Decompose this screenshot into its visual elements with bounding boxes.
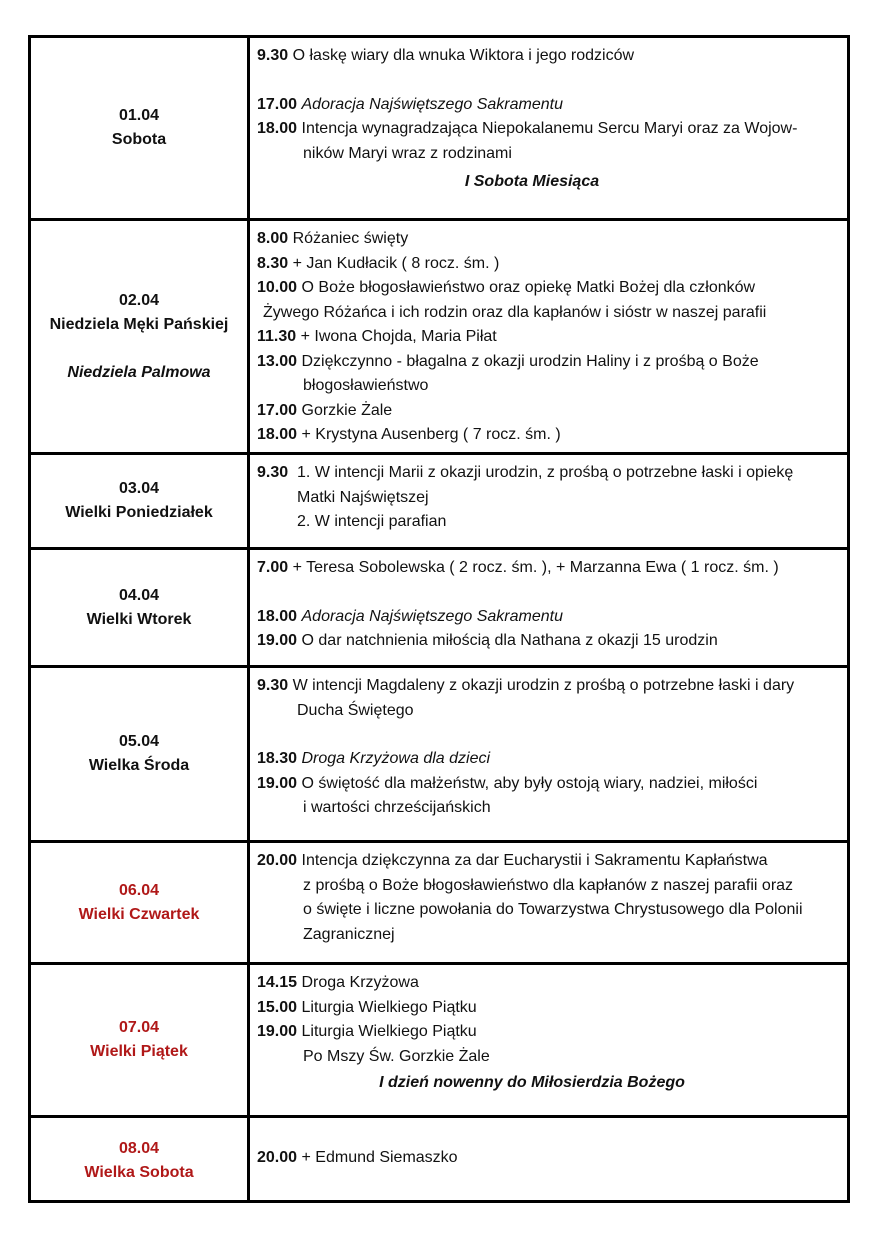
intention-line: [257, 1020, 847, 1045]
intention-time: 9.30: [257, 47, 289, 64]
intention-line: [257, 276, 847, 301]
day-cell: [31, 965, 250, 1115]
day-row: [31, 38, 847, 218]
day-row: [31, 962, 847, 1115]
intention-continuation: o święte i liczne powołania do Towarzystwa Chrystusowego dla Polonii: [303, 901, 803, 918]
intention-time: 15.00: [257, 998, 298, 1016]
day-row: [31, 452, 847, 547]
intention-text: O łaskę wiary dla wnuka Wiktora i jego rodziców: [292, 47, 635, 64]
intention-text: O Boże błogosławieństwo oraz opiekę Matki Bożej dla członków: [301, 279, 756, 296]
intention-time: 18.00: [257, 120, 298, 137]
day-name: Wielki Czwartek: [78, 905, 200, 923]
day-date: 03.04: [118, 480, 160, 497]
day-date: 07.04: [118, 1019, 160, 1036]
intention-time: 10.00: [257, 279, 298, 296]
intention-time: 19.00: [257, 1023, 298, 1040]
intention-time: 18.00: [257, 426, 298, 443]
intention-text: Intencja dziękczynna za dar Eucharystii i Sakramentu Kapłaństwa: [301, 852, 768, 869]
intention-line: [257, 1146, 847, 1171]
intention-time: 17.00: [257, 401, 298, 419]
intention-line: [257, 117, 847, 142]
intentions-cell: [250, 965, 847, 1115]
intention-continuation: Po Mszy Św. Gorzkie Żale: [303, 1047, 490, 1065]
intention-continuation: Zagranicznej: [303, 925, 395, 943]
intention-continuation: 2. W intencji parafian: [297, 513, 447, 530]
intentions-cell: [250, 38, 847, 218]
intention-line: [257, 252, 847, 277]
intention-text: + Edmund Siemaszko: [301, 1149, 458, 1166]
day-name: Wielki Wtorek: [86, 610, 192, 628]
intentions-cell: [250, 221, 847, 452]
day-cell: [31, 668, 250, 840]
intention-time: 18.00: [257, 607, 298, 625]
intention-text: Intencja wynagradzająca Niepokalanemu Sercu Maryi oraz za Wojow-: [301, 120, 798, 137]
intention-continuation: z prośbą o Boże błogosławieństwo dla kapłanów z naszej parafii oraz: [303, 876, 794, 894]
day-closing-note: I dzień nowenny do Miłosierdzia Bożego: [379, 1074, 685, 1091]
intention-line: [257, 399, 847, 424]
intention-continuation: błogosławieństwo: [303, 377, 429, 394]
day-cell: [31, 221, 250, 452]
intention-time: 19.00: [257, 774, 298, 792]
intentions-cell: [250, 668, 847, 840]
intention-line: [257, 971, 847, 996]
intention-time: 17.00: [257, 95, 298, 113]
intention-text: + Krystyna Ausenberg ( 7 rocz. śm. ): [301, 426, 561, 443]
intention-text: + Teresa Sobolewska ( 2 rocz. śm. ), + Marzanna Ewa ( 1 rocz. śm. ): [292, 559, 779, 576]
intention-line: [257, 325, 847, 350]
intention-text: O świętość dla małżeństw, aby były ostoją wiary, nadziei, miłości: [301, 774, 758, 792]
intention-line: [257, 747, 847, 772]
intention-text: 1. W intencji Marii z okazji urodzin, z prośbą o potrzebne łaski i opiekę: [297, 464, 794, 481]
intention-time: 8.30: [257, 254, 289, 272]
intention-continuation: i wartości chrześcijańskich: [303, 799, 491, 816]
intention-continuation: Żywego Różańca i ich rodzin oraz dla kapłanów i sióstr w naszej parafii: [263, 303, 767, 321]
day-subnote: Niedziela Palmowa: [67, 363, 211, 381]
intention-line: [257, 44, 847, 69]
intention-text: O dar natchnienia miłością dla Nathana z okazji 15 urodzin: [301, 632, 718, 649]
intention-text: Różaniec święty: [292, 230, 409, 247]
intention-line: [257, 461, 847, 486]
intention-line: [257, 772, 847, 797]
intention-time: 9.30: [257, 464, 289, 481]
day-date: 04.04: [118, 586, 160, 604]
intention-time: 13.00: [257, 352, 298, 370]
intention-continuation: Matki Najświętszej: [297, 488, 429, 506]
intention-line: [257, 605, 847, 630]
day-date: 01.04: [118, 107, 160, 124]
intention-time: 9.30: [257, 677, 289, 694]
day-name: Niedziela Męki Pańskiej: [49, 315, 229, 333]
intention-time: 8.00: [257, 230, 289, 247]
day-cell: [31, 843, 250, 962]
intention-text: Adoracja Najświętszego Sakramentu: [301, 95, 563, 113]
intentions-cell: [250, 843, 847, 962]
day-row: [31, 547, 847, 665]
intention-text: Droga Krzyżowa dla dzieci: [301, 750, 491, 767]
intention-line: [257, 629, 847, 654]
day-cell: [31, 1118, 250, 1203]
intention-line: [257, 556, 847, 581]
day-row: [31, 218, 847, 452]
day-cell: [31, 455, 250, 547]
intention-text: Adoracja Najświętszego Sakramentu: [301, 607, 563, 625]
day-date: 06.04: [118, 881, 160, 899]
day-cell: [31, 38, 250, 218]
day-name: Wielki Piątek: [90, 1043, 188, 1060]
intention-time: 11.30: [257, 328, 297, 345]
day-name: Sobota: [111, 131, 167, 148]
intentions-cell: [250, 550, 847, 665]
day-row: [31, 665, 847, 840]
intention-line: [257, 996, 847, 1021]
intention-line: [257, 350, 847, 375]
intentions-cell: [250, 455, 847, 547]
intention-time: 19.00: [257, 632, 298, 649]
intention-time: 7.00: [257, 559, 289, 576]
intention-line: [257, 849, 847, 874]
intention-text: Liturgia Wielkiego Piątku: [301, 1023, 477, 1040]
day-name: Wielki Poniedziałek: [65, 504, 213, 521]
intention-time: 18.30: [257, 750, 298, 767]
intention-time: 14.15: [257, 974, 298, 991]
day-row: [31, 1115, 847, 1203]
intention-time: 20.00: [257, 1149, 298, 1166]
day-closing-note: I Sobota Miesiąca: [464, 173, 600, 190]
schedule-table: [28, 35, 850, 1203]
intention-line: [257, 93, 847, 118]
intention-text: Gorzkie Żale: [301, 401, 393, 419]
intention-text: Dziękczynno - błagalna z okazji urodzin Haliny i z prośbą o Boże: [301, 352, 759, 370]
day-name: Wielka Środa: [88, 757, 190, 774]
intention-line: [257, 227, 847, 252]
intention-line: [257, 423, 847, 448]
intention-text: W intencji Magdaleny z okazji urodzin z prośbą o potrzebne łaski i dary: [292, 677, 795, 694]
intention-text: + Iwona Chojda, Maria Piłat: [300, 328, 497, 345]
intention-continuation: ników Maryi wraz z rodzinami: [303, 144, 512, 162]
day-cell: [31, 550, 250, 665]
day-name: Wielka Sobota: [84, 1163, 194, 1181]
day-date: 08.04: [118, 1139, 160, 1157]
intention-time: 20.00: [257, 852, 298, 869]
day-date: 02.04: [118, 291, 160, 309]
day-row: [31, 840, 847, 962]
day-date: 05.04: [118, 733, 160, 750]
intention-text: Droga Krzyżowa: [301, 974, 419, 991]
intention-line: [257, 674, 847, 699]
intentions-cell: [250, 1118, 847, 1203]
intention-text: Liturgia Wielkiego Piątku: [301, 998, 477, 1016]
intention-text: + Jan Kudłacik ( 8 rocz. śm. ): [292, 254, 500, 272]
intention-continuation: Ducha Świętego: [297, 701, 414, 719]
